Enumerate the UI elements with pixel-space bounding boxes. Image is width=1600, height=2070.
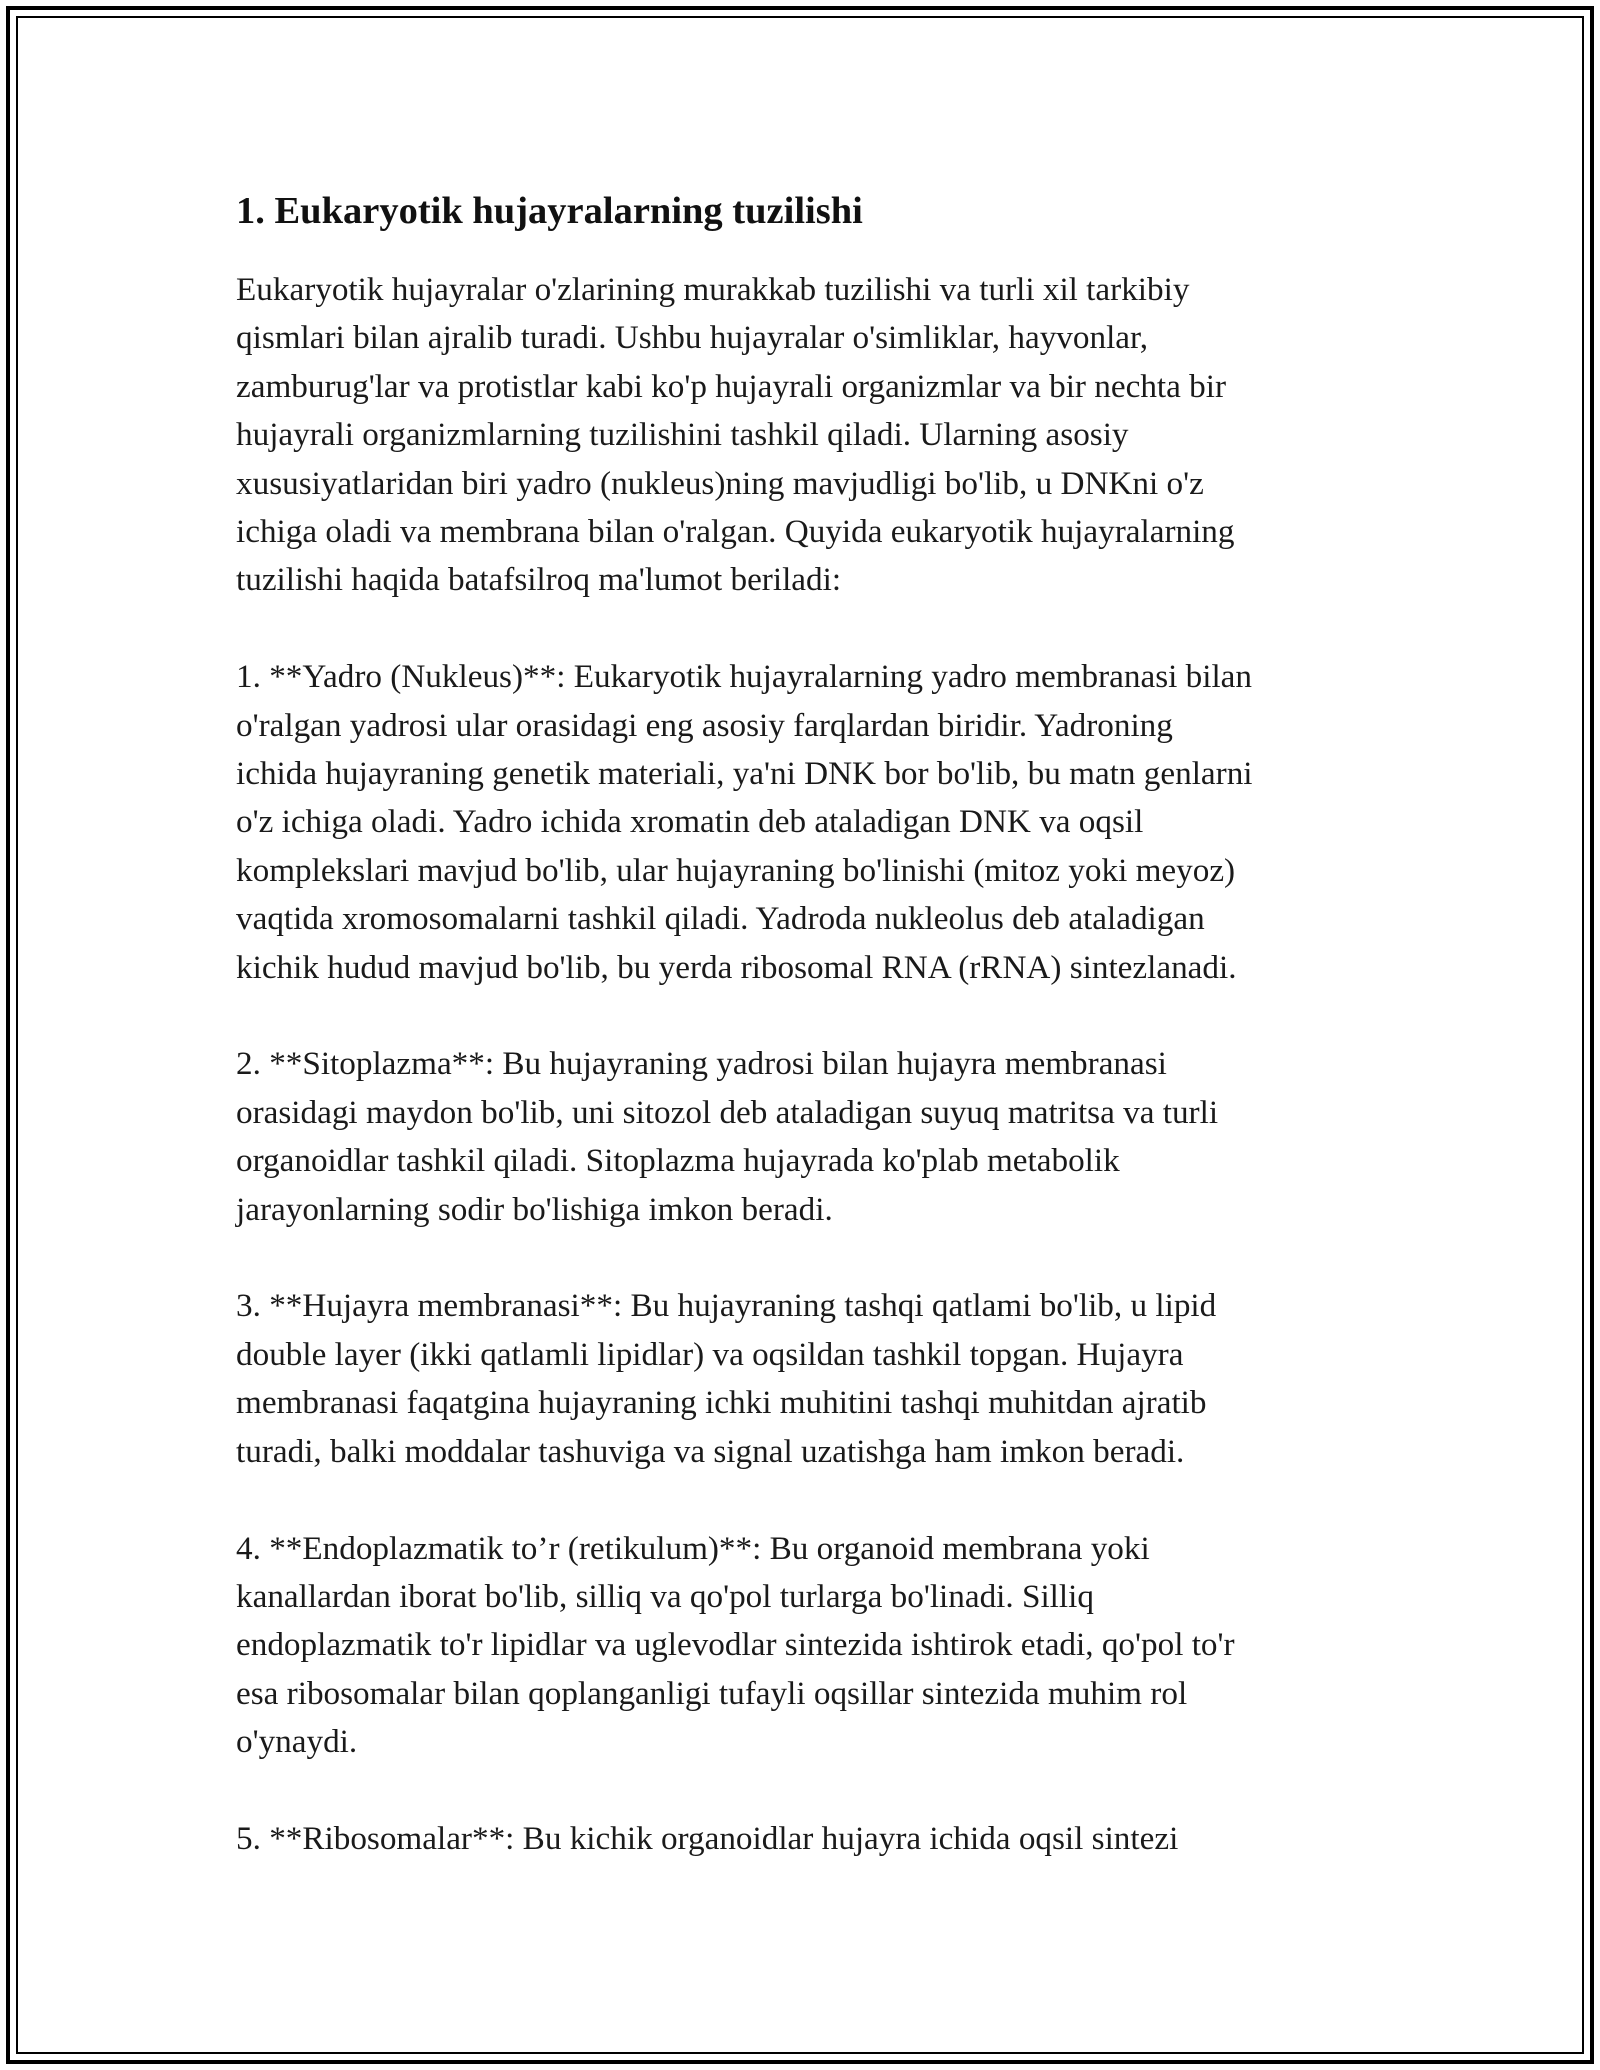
section-heading: 1. Eukaryotik hujayralarning tuzilishi <box>236 190 863 232</box>
text-line: hujayrali organizmlarning tuzilishini tashkil qiladi. Ularning asosiy <box>236 416 1129 454</box>
text-line: komplekslari mavjud bo'lib, ular hujayraning bo'linishi (mitoz yoki meyoz) <box>236 851 1236 889</box>
text-line: organoidlar tashkil qiladi. Sitoplazma hujayrada ko'plab metabolik <box>236 1142 1120 1180</box>
paragraph-gap <box>236 1234 1386 1282</box>
paragraph <box>236 1815 1386 1863</box>
text-line: kanallardan iborat bo'lib, silliq va qo'pol turlarga bo'linadi. Silliq <box>236 1577 1094 1615</box>
text-line: jarayonlarning sodir bo'lishiga imkon beradi. <box>236 1190 833 1228</box>
paragraph <box>236 653 1386 992</box>
text-line: kichik hudud mavjud bo'lib, bu yerda ribosomal RNA (rRNA) sintezlanadi. <box>236 948 1237 986</box>
paragraph <box>236 1525 1386 1767</box>
paragraph-gap <box>236 1476 1386 1524</box>
text-line: xususiyatlaridan biri yadro (nukleus)ning mavjudligi bo'lib, u DNKni o'z <box>236 464 1204 502</box>
text-line: vaqtida xromosomalarni tashkil qiladi. Yadroda nukleolus deb ataladigan <box>236 900 1205 938</box>
text-line: orasidagi maydon bo'lib, uni sitozol deb ataladigan suyuq matritsa va turli <box>236 1093 1219 1131</box>
text-line: qismlari bilan ajralib turadi. Ushbu hujayralar o'simliklar, hayvonlar, <box>236 319 1149 357</box>
paragraph <box>236 1040 1386 1234</box>
text-line: tuzilishi haqida batafsilroq ma'lumot beriladi: <box>236 561 842 599</box>
paragraph-gap <box>236 605 1386 653</box>
paragraph-gap <box>236 992 1386 1040</box>
paragraph <box>236 1282 1386 1476</box>
text-line: esa ribosomalar bilan qoplanganligi tufayli oqsillar sintezida muhim rol <box>236 1674 1188 1712</box>
text-line: endoplazmatik to'r lipidlar va uglevodlar sintezida ishtirok etadi, qo'pol to'r <box>236 1626 1235 1664</box>
text-line: Eukaryotik hujayralar o'zlarining murakkab tuzilishi va turli xil tarkibiy <box>236 271 1190 308</box>
text-line: 3. **Hujayra membranasi**: Bu hujayraning tashqi qatlami bo'lib, u lipid <box>236 1287 1217 1325</box>
text-line: 5. **Ribosomalar**: Bu kichik organoidlar hujayra ichida oqsil sintezi <box>236 1819 1179 1857</box>
paragraph-gap <box>236 1767 1386 1815</box>
text-line: turadi, balki moddalar tashuviga va signal uzatishga ham imkon beradi. <box>236 1432 1185 1470</box>
paragraph-list <box>236 266 1386 1863</box>
paragraph <box>236 266 1386 605</box>
text-line: o'ynaydi. <box>236 1723 358 1761</box>
document-body <box>236 185 1386 1863</box>
text-line: o'ralgan yadrosi ular orasidagi eng asosiy farqlardan biridir. Yadroning <box>236 706 1173 744</box>
text-line: o'z ichiga oladi. Yadro ichida xromatin deb ataladigan DNK va oqsil <box>236 803 1144 841</box>
text-line: membranasi faqatgina hujayraning ichki muhitini tashqi muhitdan ajratib <box>236 1384 1207 1422</box>
text-line: 4. **Endoplazmatik to’r (retikulum)**: Bu organoid membrana yoki <box>236 1529 1150 1567</box>
text-line: ichida hujayraning genetik materiali, ya'ni DNK bor bo'lib, bu matn genlarni <box>236 755 1253 793</box>
text-line: 1. **Yadro (Nukleus)**: Eukaryotik hujayralarning yadro membranasi bilan <box>236 658 1252 696</box>
text-line: double layer (ikki qatlamli lipidlar) va oqsildan tashkil topgan. Hujayra <box>236 1335 1184 1373</box>
text-line: 2. **Sitoplazma**: Bu hujayraning yadrosi bilan hujayra membranasi <box>236 1045 1167 1083</box>
text-line: ichiga oladi va membrana bilan o'ralgan. Quyida eukaryotik hujayralarning <box>236 513 1235 551</box>
text-line: zamburug'lar va protistlar kabi ko'p hujayrali organizmlar va bir nechta bir <box>236 367 1227 405</box>
